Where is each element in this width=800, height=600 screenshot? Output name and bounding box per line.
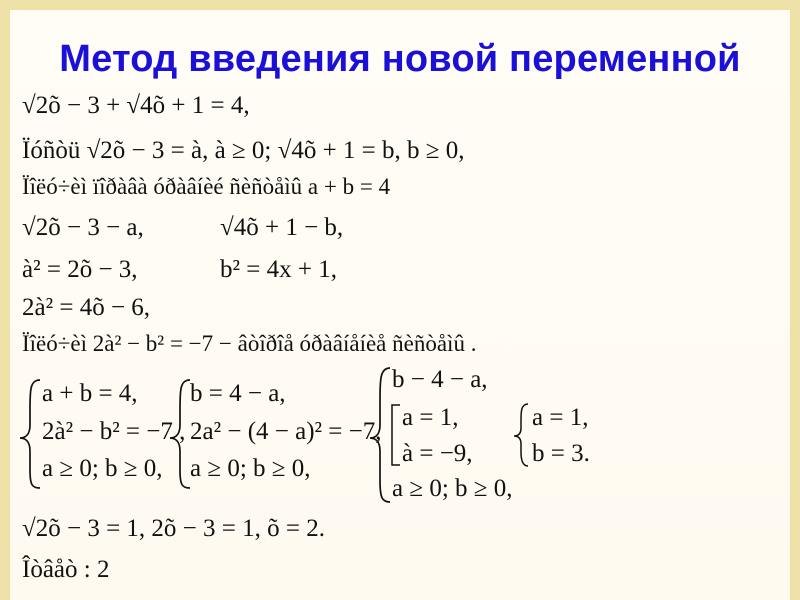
equation-line-5b: b² = 4x + 1, (220, 256, 337, 283)
equation-line-5a: à² = 2õ − 3, (22, 256, 138, 283)
bracket-subsystem (392, 405, 400, 465)
equation-line-7: Ïîëó÷èì 2à² − b² = −7 − âòîðîå óðàâíåíèå ñèñòåìû . (22, 331, 477, 356)
equation-line-4a: √2õ − 3 − a, (22, 214, 144, 241)
brace-system-1 (20, 380, 40, 488)
equation-line-2: Ïóñòü √2õ − 3 = à, à ≥ 0; √4õ + 1 = b, b ≥ 0, (22, 137, 465, 164)
equation-line-3: Ïîëó÷èì ïîðàâà óðàâíèé ñèñòåìû a + b = 4 (22, 174, 391, 199)
solution-line1: a = 1, (532, 404, 589, 431)
system1-line1: a + b = 4, (42, 380, 138, 407)
system3-line1: b − 4 − a, (392, 366, 488, 393)
system2-line3: a ≥ 0; b ≥ 0, (190, 455, 311, 482)
system3-line3: a ≥ 0; b ≥ 0, (392, 475, 513, 502)
equation-line-4b: √4õ + 1 − b, (220, 214, 344, 241)
brace-solution (514, 404, 528, 466)
system1-line2: 2à² − b² = −7 , (42, 418, 186, 445)
system3-sub-line2: à = −9, (402, 440, 473, 467)
system1-line3: a ≥ 0; b ≥ 0, (42, 455, 163, 482)
equation-line-1: √2õ − 3 + √4õ + 1 = 4, (22, 92, 250, 119)
slide-title: Метод введения новой переменной (59, 38, 741, 80)
equation-line-6: 2à² = 4õ − 6, (22, 294, 151, 321)
system3-sub-line1: a = 1, (402, 404, 459, 431)
result-line: √2õ − 3 = 1, 2õ − 3 = 1, õ = 2. (22, 515, 325, 542)
system2-line2: 2a² − (4 − a)² = −7, (190, 418, 382, 445)
system2-line1: b = 4 − a, (190, 380, 286, 407)
solution-line2: b = 3. (532, 440, 590, 467)
answer-line: Îòâåò : 2 (22, 556, 110, 583)
